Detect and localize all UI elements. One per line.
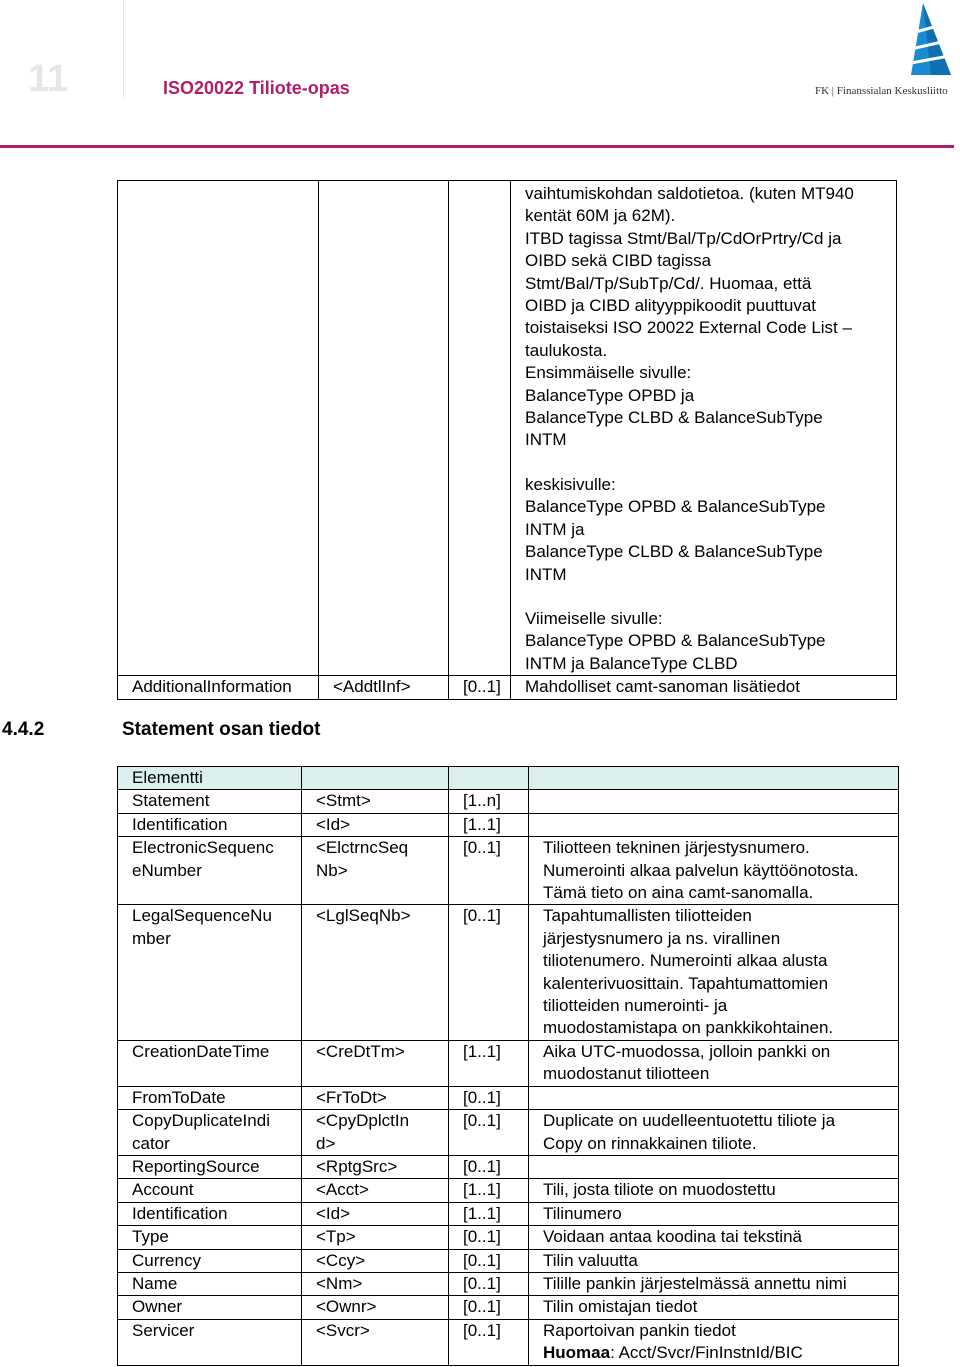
multiplicity-line: [1..n]: [463, 791, 501, 811]
page-number: 11: [28, 58, 69, 100]
element-name-cell: [118, 1040, 302, 1086]
xml-tag-line: <Stmt>: [316, 791, 371, 811]
element-name-cell: [118, 905, 302, 1040]
description-line: Tapahtumallisten tiliotteiden: [543, 906, 752, 926]
description-line: Tilinumero: [543, 1203, 622, 1223]
description-line: INTM: [525, 564, 567, 584]
xml-tag: [302, 1320, 448, 1342]
xml-tag-line: <Svcr>: [316, 1320, 370, 1340]
description: [529, 1110, 898, 1155]
element-name-cell: [118, 1110, 302, 1156]
description-line: INTM ja: [525, 519, 585, 539]
multiplicity-cell: [449, 1155, 529, 1178]
xml-tag-cell: [302, 1249, 449, 1272]
description-line: BalanceType CLBD & BalanceSubType: [525, 542, 823, 562]
xml-tag-line: <CreDtTm>: [316, 1041, 405, 1061]
table-row: [118, 1249, 899, 1272]
multiplicity: [449, 1156, 528, 1178]
xml-tag-cell: [302, 1296, 449, 1319]
element-name-cell: [118, 1179, 302, 1202]
xml-tag-line: <Ownr>: [316, 1297, 377, 1317]
xml-tag-line: <FrToDt>: [316, 1087, 387, 1107]
table-row: [118, 813, 899, 836]
xml-tag: [302, 1273, 448, 1295]
element-cell: [118, 676, 319, 699]
table-row: [118, 837, 899, 905]
multiplicity: [449, 1296, 528, 1318]
element-name: AdditionalInformation: [132, 677, 292, 697]
multiplicity: [0..1]: [463, 677, 501, 697]
description: Mahdolliset camt-sanoman lisätiedot: [525, 677, 800, 697]
statement-table: [117, 766, 899, 1366]
description-line: [525, 586, 896, 608]
xml-tag: <AddtlInf>: [333, 677, 411, 697]
multiplicity-line: [1..1]: [463, 1203, 501, 1223]
element-name: [118, 905, 301, 950]
multiplicity-line: [0..1]: [463, 1156, 501, 1176]
element-name-cell: [118, 813, 302, 836]
multiplicity-line: [0..1]: [463, 906, 501, 926]
element-name-cell: [118, 1202, 302, 1225]
table-row: [118, 1226, 899, 1249]
table-row: [118, 181, 897, 676]
description-line: BalanceType OPBD & BalanceSubType: [525, 631, 826, 651]
element-name: [118, 1226, 301, 1248]
description-cell: [529, 790, 899, 813]
multiplicity: [449, 1320, 528, 1342]
element-name: [118, 1156, 301, 1178]
section-title: Statement osan tiedot: [122, 719, 321, 740]
description-cell: [529, 837, 899, 905]
element-name-cell: [118, 1249, 302, 1272]
multiplicity: [449, 905, 528, 927]
element-name: [118, 1087, 301, 1109]
multiplicity: [449, 1041, 528, 1063]
table-row: [118, 1086, 899, 1109]
element-name-line: CopyDuplicateIndi: [132, 1111, 270, 1131]
xml-tag-cell: [302, 790, 449, 813]
table-row: [118, 1155, 899, 1178]
description-line: muodostamistapa on pankkikohtainen.: [543, 1018, 834, 1038]
description-line: kentät 60M ja 62M).: [525, 206, 676, 226]
multiplicity-cell: [449, 905, 529, 1040]
element-name-line: mber: [132, 928, 171, 948]
xml-tag: [302, 790, 448, 812]
multiplicity: [449, 790, 528, 812]
element-name-cell: [118, 1155, 302, 1178]
description-line: OIBD sekä CIBD tagissa: [525, 251, 712, 271]
multiplicity: [449, 1087, 528, 1109]
element-name-line: Currency: [132, 1250, 201, 1270]
description-cell: [529, 813, 899, 836]
header-rule: [0, 145, 954, 148]
multiplicity-cell: [449, 1319, 529, 1365]
description-line: vaihtumiskohdan saldotietoa. (kuten MT940: [525, 184, 854, 203]
description-line: toistaiseksi ISO 20022 External Code List –: [525, 318, 852, 338]
element-name-line: Servicer: [132, 1320, 195, 1340]
xml-tag-line: <ElctrncSeq: [316, 838, 409, 858]
header-label: Elementti: [132, 768, 203, 787]
xml-tag-line: <Id>: [316, 1203, 351, 1223]
xml-tag: [302, 905, 448, 927]
xml-tag-cell: [302, 905, 449, 1040]
xml-tag-line: <CpyDplctIn: [316, 1111, 410, 1131]
xml-tag-line: <Nm>: [316, 1273, 363, 1293]
xml-tag-line: <LglSeqNb>: [316, 906, 411, 926]
element-name-line: FromToDate: [132, 1087, 226, 1107]
description: [529, 1041, 898, 1086]
description-cell: [529, 1086, 899, 1109]
xml-tag: [302, 1250, 448, 1272]
element-name: [118, 814, 301, 836]
multiplicity-cell: [449, 1226, 529, 1249]
element-name-line: ReportingSource: [132, 1156, 260, 1176]
description-line: Aika UTC-muodossa, jolloin pankki on: [543, 1041, 831, 1061]
element-name-cell: [118, 1086, 302, 1109]
sail-logo-icon: [815, 3, 955, 83]
continued-table: [117, 180, 897, 700]
multiplicity-line: [0..1]: [463, 1320, 501, 1340]
element-name-cell: [118, 1272, 302, 1295]
description-line: BalanceType OPBD ja: [525, 385, 695, 405]
description-line: INTM: [525, 430, 567, 450]
description-line: Voidaan antaa koodina tai tekstinä: [543, 1227, 802, 1247]
element-name-line: Identification: [132, 1203, 228, 1223]
description: [529, 1203, 898, 1225]
element-name-cell: [118, 1319, 302, 1365]
multiplicity-cell: [449, 1202, 529, 1225]
multiplicity: [449, 1203, 528, 1225]
multiplicity-line: [1..1]: [463, 814, 501, 834]
tag-cell: [319, 676, 449, 699]
description-cell: [511, 676, 897, 699]
description: [529, 1179, 898, 1201]
description: [529, 1226, 898, 1248]
xml-tag-cell: [302, 1086, 449, 1109]
table-header-row: [118, 767, 899, 790]
multiplicity: [449, 837, 528, 859]
multiplicity-cell: [449, 1179, 529, 1202]
multiplicity-cell: [449, 1296, 529, 1319]
xml-tag-cell: [302, 813, 449, 836]
element-name-cell: [118, 1226, 302, 1249]
description: [529, 1320, 898, 1365]
xml-tag-cell: [302, 1155, 449, 1178]
description: [529, 1296, 898, 1318]
xml-tag: [302, 1296, 448, 1318]
xml-tag-line: <Acct>: [316, 1180, 369, 1200]
multiplicity-cell: [449, 837, 529, 905]
multiplicity: [449, 1250, 528, 1272]
multiplicity-line: [0..1]: [463, 1297, 501, 1317]
xml-tag: [302, 1203, 448, 1225]
description-line: Tilin valuutta: [543, 1250, 638, 1270]
element-name-line: LegalSequenceNu: [132, 906, 272, 926]
table-row: [118, 1110, 899, 1156]
table-row: [118, 1319, 899, 1365]
document-title: ISO20022 Tiliote-opas: [163, 78, 350, 98]
logo-text: FK | Finanssialan Keskusliitto: [815, 85, 948, 97]
description-line: Numerointi alkaa palvelun käyttöönotosta.: [543, 860, 859, 880]
element-name-cell: [118, 790, 302, 813]
element-name-line: Owner: [132, 1297, 183, 1317]
description-line: Raportoivan pankin tiedot: [543, 1320, 736, 1340]
element-name-line: Identification: [132, 814, 228, 834]
description-cell: [529, 1155, 899, 1178]
description-line: Tili, josta tiliote on muodostettu: [543, 1180, 776, 1200]
description-line: ITBD tagissa Stmt/Bal/Tp/CdOrPrtry/Cd ja: [525, 228, 842, 248]
multiplicity: [449, 1273, 528, 1295]
multiplicity: [449, 1110, 528, 1132]
table-row: [118, 790, 899, 813]
multiplicity-cell: [449, 1086, 529, 1109]
description-cell: [529, 1040, 899, 1086]
description-line: Tiliotteen tekninen järjestysnumero.: [543, 838, 810, 858]
element-name: [118, 837, 301, 882]
section-number: 4.4.2: [2, 719, 45, 740]
description-line: tiliotteiden numerointi- ja: [543, 996, 728, 1016]
multiplicity-line: [1..1]: [463, 1041, 501, 1061]
multiplicity-line: [1..1]: [463, 1180, 501, 1200]
description-line: järjestysnumero ja ns. virallinen: [543, 928, 781, 948]
description-line: Copy on rinnakkainen tiliote.: [543, 1133, 757, 1153]
xml-tag-line: <Tp>: [316, 1227, 356, 1247]
element-name-line: CreationDateTime: [132, 1041, 270, 1061]
xml-tag-line: Nb>: [316, 860, 348, 880]
page-header: [0, 0, 960, 150]
description-line: Tämä tieto on aina camt-sanomalla.: [543, 883, 814, 903]
description-line: BalanceType OPBD & BalanceSubType: [525, 497, 826, 517]
description-cell: [529, 1226, 899, 1249]
description-text: [511, 183, 896, 675]
element-name-line: ElectronicSequenc: [132, 838, 274, 858]
description-line: Tilille pankin järjestelmässä annettu nimi: [543, 1273, 847, 1293]
xml-tag-cell: [302, 1272, 449, 1295]
xml-tag: [302, 1087, 448, 1109]
multiplicity-cell: [449, 1272, 529, 1295]
multiplicity: [449, 1226, 528, 1248]
element-name: [118, 790, 301, 812]
element-name: [118, 1320, 301, 1342]
xml-tag: [302, 1041, 448, 1063]
multiplicity: [449, 1179, 528, 1201]
element-name-line: Type: [132, 1227, 169, 1247]
description-line: tiliotenumero. Numerointi alkaa alusta: [543, 951, 828, 971]
multiplicity-line: [0..1]: [463, 1087, 501, 1107]
xml-tag-cell: [302, 1226, 449, 1249]
xml-tag-cell: [302, 1179, 449, 1202]
multiplicity-line: [0..1]: [463, 1227, 501, 1247]
table-row: [118, 1040, 899, 1086]
multiplicity: [449, 814, 528, 836]
xml-tag: [302, 1110, 448, 1155]
element-name: [118, 1250, 301, 1272]
description-line: Stmt/Bal/Tp/SubTp/Cd/. Huomaa, että: [525, 273, 812, 293]
multiplicity-cell: [449, 790, 529, 813]
description-line: Ensimmäiselle sivulle:: [525, 363, 692, 383]
multiplicity-cell: [449, 1110, 529, 1156]
description-line: kalenterivuosittain. Tapahtumattomien: [543, 973, 829, 993]
description: [529, 837, 898, 904]
xml-tag-cell: [302, 1040, 449, 1086]
table-row: [118, 1202, 899, 1225]
element-name: [118, 1110, 301, 1155]
multiplicity-line: [0..1]: [463, 1250, 501, 1270]
description-line: keskisivulle:: [525, 474, 616, 494]
description-line: muodostanut tiliotteen: [543, 1064, 710, 1084]
multiplicity-cell: [449, 813, 529, 836]
table-row: [118, 676, 897, 699]
table-row: [118, 1296, 899, 1319]
description: [529, 1273, 898, 1295]
xml-tag-cell: [302, 1110, 449, 1156]
element-name: [118, 1041, 301, 1063]
description-cell: [529, 1249, 899, 1272]
description-line: Duplicate on uudelleentuotettu tiliote ja: [543, 1111, 836, 1131]
xml-tag-line: <Id>: [316, 814, 351, 834]
description-cell: [529, 1202, 899, 1225]
element-name-line: eNumber: [132, 860, 202, 880]
description-cell: [511, 181, 897, 676]
xml-tag: [302, 1226, 448, 1248]
description-cell: [529, 1296, 899, 1319]
element-name-line: Name: [132, 1273, 178, 1293]
xml-tag-line: <Ccy>: [316, 1250, 366, 1270]
element-name: [118, 1179, 301, 1201]
multiplicity-line: [0..1]: [463, 1111, 501, 1131]
table-row: [118, 905, 899, 1040]
element-name-line: cator: [132, 1133, 170, 1153]
note-text: : Acct/Svcr/FinInstnId/BIC: [610, 1343, 803, 1363]
description-line: BalanceType CLBD & BalanceSubType: [525, 408, 823, 428]
multiplicity-line: [0..1]: [463, 1273, 501, 1293]
element-name: [118, 1273, 301, 1295]
section-heading: [2, 719, 321, 741]
xml-tag: [302, 814, 448, 836]
table-row: [118, 1272, 899, 1295]
description-line: taulukosta.: [525, 340, 608, 360]
description-line: Viimeiselle sivulle:: [525, 608, 663, 628]
element-name: [118, 1203, 301, 1225]
description-line: INTM ja BalanceType CLBD: [525, 653, 738, 673]
element-name-cell: [118, 1296, 302, 1319]
xml-tag-cell: [302, 1202, 449, 1225]
description-cell: [529, 1319, 899, 1365]
xml-tag-line: d>: [316, 1133, 336, 1153]
description-cell: [529, 1179, 899, 1202]
description-line: [525, 452, 896, 474]
description-cell: [529, 905, 899, 1040]
xml-tag-cell: [302, 1319, 449, 1365]
element-name: [118, 1296, 301, 1318]
element-name-cell: [118, 837, 302, 905]
xml-tag: [302, 837, 448, 882]
multiplicity-cell: [449, 1040, 529, 1086]
element-name-line: Statement: [132, 791, 210, 811]
header-divider: [123, 0, 124, 98]
fk-logo: [815, 3, 955, 101]
description: [529, 1250, 898, 1272]
multiplicity-cell: [449, 1249, 529, 1272]
xml-tag-cell: [302, 837, 449, 905]
header-cell: [118, 767, 302, 790]
xml-tag: [302, 1179, 448, 1201]
description-line: Tilin omistajan tiedot: [543, 1297, 698, 1317]
table-row: [118, 1179, 899, 1202]
description-line: OIBD ja CIBD alityyppikoodit puuttuvat: [525, 296, 817, 316]
element-name-line: Account: [132, 1180, 194, 1200]
servicer-note: [543, 1342, 898, 1364]
description-cell: [529, 1272, 899, 1295]
xml-tag: [302, 1156, 448, 1178]
description: [529, 905, 898, 1039]
multiplicity-cell: [449, 676, 511, 699]
description-cell: [529, 1110, 899, 1156]
note-label: Huomaa: [543, 1343, 611, 1363]
xml-tag-line: <RptgSrc>: [316, 1156, 398, 1176]
multiplicity-line: [0..1]: [463, 838, 501, 858]
